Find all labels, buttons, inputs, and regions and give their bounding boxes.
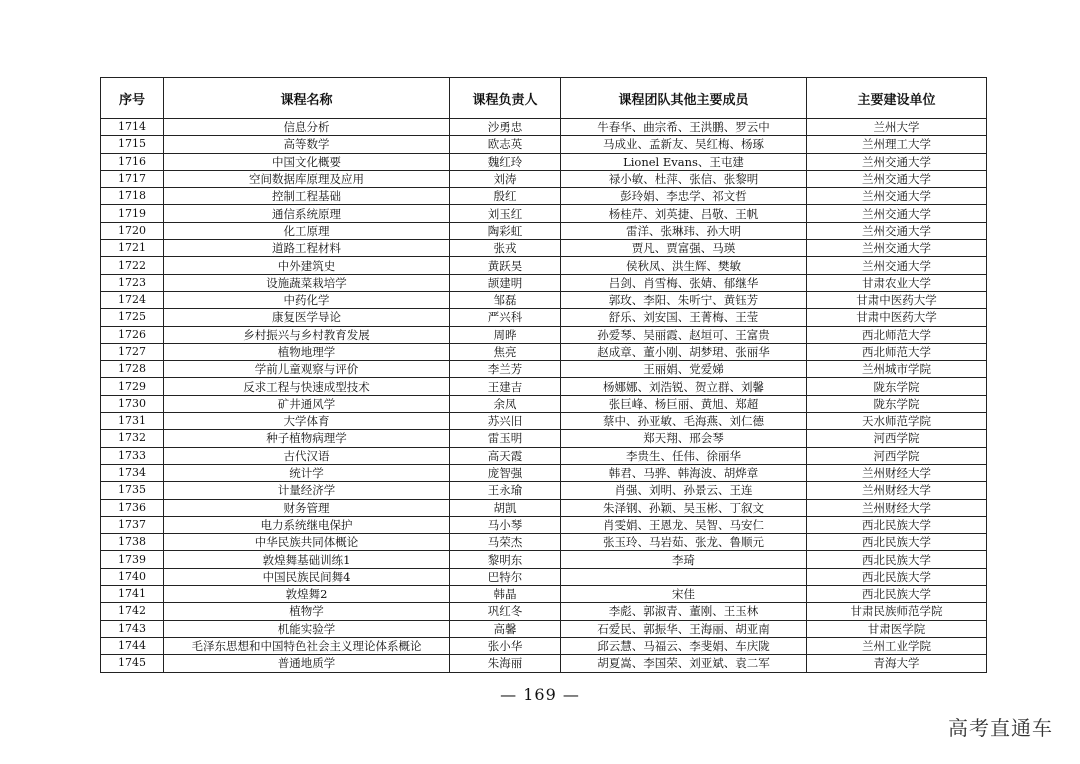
cell-lead: 巩红冬 <box>450 603 561 620</box>
table-row <box>101 119 987 136</box>
cell-index: 1722 <box>101 257 164 274</box>
cell-institution: 西北师范大学 <box>807 343 987 360</box>
cell-lead: 陶彩虹 <box>450 222 561 239</box>
cell-team-members: 胡夏嵩、李国荣、刘亚斌、袁二军 <box>561 655 807 672</box>
cell-course-name: 信息分析 <box>164 119 450 136</box>
cell-index: 1735 <box>101 482 164 499</box>
cell-index: 1738 <box>101 534 164 551</box>
cell-institution: 甘肃中医药大学 <box>807 291 987 308</box>
table-header-row <box>101 78 987 119</box>
cell-institution: 兰州财经大学 <box>807 482 987 499</box>
cell-team-members: 李贵生、任伟、徐丽华 <box>561 447 807 464</box>
header-course-name: 课程名称 <box>164 78 450 119</box>
cell-team-members: 马成业、孟新友、吴红梅、杨琢 <box>561 136 807 153</box>
cell-lead: 焦亮 <box>450 343 561 360</box>
cell-team-members: 侯秋凤、洪生辉、樊敏 <box>561 257 807 274</box>
cell-index: 1742 <box>101 603 164 620</box>
cell-institution: 兰州交通大学 <box>807 257 987 274</box>
cell-team-members: 宋佳 <box>561 586 807 603</box>
cell-team-members: 张玉玲、马岩茹、张龙、鲁顺元 <box>561 534 807 551</box>
cell-team-members: 韩君、马骅、韩海波、胡烨章 <box>561 464 807 481</box>
cell-team-members: 杨桂芹、刘英捷、吕敬、王帆 <box>561 205 807 222</box>
cell-index: 1716 <box>101 153 164 170</box>
cell-index: 1720 <box>101 222 164 239</box>
header-institution: 主要建设单位 <box>807 78 987 119</box>
cell-index: 1745 <box>101 655 164 672</box>
cell-lead: 韩晶 <box>450 586 561 603</box>
cell-team-members: 肖强、刘明、孙景云、王连 <box>561 482 807 499</box>
cell-team-members: 牛春华、曲宗希、王洪鹏、罗云中 <box>561 119 807 136</box>
cell-index: 1719 <box>101 205 164 222</box>
cell-team-members: 王丽娟、党爱娣 <box>561 361 807 378</box>
cell-institution: 天水师范学院 <box>807 413 987 430</box>
cell-index: 1724 <box>101 291 164 308</box>
cell-lead: 沙勇忠 <box>450 119 561 136</box>
cell-course-name: 中国文化概要 <box>164 153 450 170</box>
table-row <box>101 603 987 620</box>
cell-team-members: 邱云慧、马福云、李斐娟、车庆陇 <box>561 637 807 654</box>
cell-course-name: 普通地质学 <box>164 655 450 672</box>
cell-index: 1723 <box>101 274 164 291</box>
cell-institution: 西北民族大学 <box>807 568 987 585</box>
cell-lead: 欧志英 <box>450 136 561 153</box>
cell-index: 1717 <box>101 170 164 187</box>
cell-lead: 高天霞 <box>450 447 561 464</box>
cell-lead: 刘玉红 <box>450 205 561 222</box>
cell-course-name: 反求工程与快速成型技术 <box>164 378 450 395</box>
cell-course-name: 植物学 <box>164 603 450 620</box>
cell-lead: 朱海丽 <box>450 655 561 672</box>
cell-lead: 黎明东 <box>450 551 561 568</box>
cell-index: 1737 <box>101 516 164 533</box>
cell-institution: 甘肃医学院 <box>807 620 987 637</box>
course-table <box>100 77 987 673</box>
cell-lead: 魏红玲 <box>450 153 561 170</box>
cell-team-members: 石爱民、郭振华、王海丽、胡亚南 <box>561 620 807 637</box>
cell-team-members: 郭玫、李阳、朱听宁、黄钰芳 <box>561 291 807 308</box>
cell-course-name: 康复医学导论 <box>164 309 450 326</box>
table-row <box>101 620 987 637</box>
table-row <box>101 534 987 551</box>
table-row <box>101 516 987 533</box>
cell-course-name: 中药化学 <box>164 291 450 308</box>
cell-course-name: 机能实验学 <box>164 620 450 637</box>
cell-team-members: 孙爱琴、吴丽霞、赵垣可、王富贵 <box>561 326 807 343</box>
header-team-members: 课程团队其他主要成员 <box>561 78 807 119</box>
cell-institution: 西北民族大学 <box>807 586 987 603</box>
header-index: 序号 <box>101 78 164 119</box>
cell-course-name: 空间数据库原理及应用 <box>164 170 450 187</box>
cell-team-members: 彭玲娟、李忠学、祁文哲 <box>561 188 807 205</box>
cell-institution: 兰州工业学院 <box>807 637 987 654</box>
cell-institution: 兰州财经大学 <box>807 464 987 481</box>
table-row <box>101 257 987 274</box>
cell-course-name: 敦煌舞基础训练1 <box>164 551 450 568</box>
cell-lead: 王永瑜 <box>450 482 561 499</box>
cell-course-name: 高等数学 <box>164 136 450 153</box>
cell-course-name: 中国民族民间舞4 <box>164 568 450 585</box>
cell-course-name: 计量经济学 <box>164 482 450 499</box>
cell-index: 1714 <box>101 119 164 136</box>
cell-index: 1739 <box>101 551 164 568</box>
cell-team-members: 吕剑、肖雪梅、张婧、郁继华 <box>561 274 807 291</box>
table-row <box>101 637 987 654</box>
cell-lead: 张戎 <box>450 240 561 257</box>
cell-team-members: 李琦 <box>561 551 807 568</box>
cell-index: 1727 <box>101 343 164 360</box>
cell-index: 1721 <box>101 240 164 257</box>
cell-index: 1734 <box>101 464 164 481</box>
cell-institution: 兰州城市学院 <box>807 361 987 378</box>
cell-team-members <box>561 568 807 585</box>
cell-index: 1726 <box>101 326 164 343</box>
cell-institution: 兰州交通大学 <box>807 188 987 205</box>
cell-institution: 兰州交通大学 <box>807 170 987 187</box>
cell-lead: 苏兴旧 <box>450 413 561 430</box>
cell-lead: 严兴科 <box>450 309 561 326</box>
cell-course-name: 中华民族共同体概论 <box>164 534 450 551</box>
cell-index: 1744 <box>101 637 164 654</box>
table-row <box>101 568 987 585</box>
cell-institution: 青海大学 <box>807 655 987 672</box>
cell-index: 1730 <box>101 395 164 412</box>
cell-institution: 兰州财经大学 <box>807 499 987 516</box>
cell-index: 1715 <box>101 136 164 153</box>
cell-team-members: 张巨峰、杨巨丽、黄旭、郑超 <box>561 395 807 412</box>
table-row <box>101 291 987 308</box>
table-row <box>101 447 987 464</box>
cell-lead: 张小华 <box>450 637 561 654</box>
cell-team-members: 李彪、郭淑青、董刚、王玉林 <box>561 603 807 620</box>
table-row <box>101 170 987 187</box>
cell-institution: 甘肃农业大学 <box>807 274 987 291</box>
cell-lead: 殷红 <box>450 188 561 205</box>
cell-institution: 兰州交通大学 <box>807 222 987 239</box>
table-row <box>101 482 987 499</box>
cell-team-members: 肖雯娟、王恩龙、吴智、马安仁 <box>561 516 807 533</box>
cell-institution: 陇东学院 <box>807 395 987 412</box>
cell-course-name: 控制工程基础 <box>164 188 450 205</box>
cell-course-name: 乡村振兴与乡村教育发展 <box>164 326 450 343</box>
cell-lead: 刘涛 <box>450 170 561 187</box>
cell-course-name: 植物地理学 <box>164 343 450 360</box>
header-lead: 课程负责人 <box>450 78 561 119</box>
cell-index: 1725 <box>101 309 164 326</box>
cell-lead: 颉建明 <box>450 274 561 291</box>
cell-team-members: 舒乐、刘安国、王菁梅、王莹 <box>561 309 807 326</box>
table-row <box>101 464 987 481</box>
cell-index: 1729 <box>101 378 164 395</box>
cell-index: 1733 <box>101 447 164 464</box>
cell-course-name: 设施蔬菜栽培学 <box>164 274 450 291</box>
cell-institution: 兰州交通大学 <box>807 240 987 257</box>
cell-course-name: 化工原理 <box>164 222 450 239</box>
cell-index: 1728 <box>101 361 164 378</box>
cell-institution: 河西学院 <box>807 430 987 447</box>
cell-institution: 西北民族大学 <box>807 534 987 551</box>
cell-index: 1718 <box>101 188 164 205</box>
cell-course-name: 电力系统继电保护 <box>164 516 450 533</box>
cell-institution: 兰州理工大学 <box>807 136 987 153</box>
table-row <box>101 430 987 447</box>
cell-index: 1732 <box>101 430 164 447</box>
table-row <box>101 586 987 603</box>
table-row <box>101 655 987 672</box>
cell-index: 1731 <box>101 413 164 430</box>
table-row <box>101 205 987 222</box>
cell-team-members: 郑天翔、邢会琴 <box>561 430 807 447</box>
table-row <box>101 309 987 326</box>
table-row <box>101 274 987 291</box>
cell-team-members: 朱泽钢、孙颖、吴玉彬、丁叙文 <box>561 499 807 516</box>
cell-team-members: 雷洋、张琳玮、孙大明 <box>561 222 807 239</box>
cell-institution: 兰州大学 <box>807 119 987 136</box>
cell-lead: 周晔 <box>450 326 561 343</box>
cell-lead: 胡凯 <box>450 499 561 516</box>
cell-team-members: 赵成章、董小刚、胡梦珺、张丽华 <box>561 343 807 360</box>
cell-institution: 陇东学院 <box>807 378 987 395</box>
table-row <box>101 395 987 412</box>
cell-team-members: 禄小敏、杜萍、张信、张黎明 <box>561 170 807 187</box>
table-body <box>101 119 987 673</box>
cell-lead: 庞智强 <box>450 464 561 481</box>
cell-course-name: 通信系统原理 <box>164 205 450 222</box>
cell-course-name: 学前儿童观察与评价 <box>164 361 450 378</box>
table-row <box>101 188 987 205</box>
cell-index: 1743 <box>101 620 164 637</box>
cell-course-name: 财务管理 <box>164 499 450 516</box>
table-row <box>101 240 987 257</box>
cell-course-name: 种子植物病理学 <box>164 430 450 447</box>
cell-lead: 巴特尔 <box>450 568 561 585</box>
cell-lead: 黄跃昊 <box>450 257 561 274</box>
cell-course-name: 矿井通风学 <box>164 395 450 412</box>
cell-institution: 河西学院 <box>807 447 987 464</box>
cell-index: 1740 <box>101 568 164 585</box>
cell-team-members: Lionel Evans、王屯建 <box>561 153 807 170</box>
table-row <box>101 551 987 568</box>
cell-team-members: 杨娜娜、刘浩锐、贺立群、刘馨 <box>561 378 807 395</box>
table-row <box>101 378 987 395</box>
cell-institution: 西北民族大学 <box>807 551 987 568</box>
table-row <box>101 136 987 153</box>
cell-lead: 马小琴 <box>450 516 561 533</box>
table-row <box>101 413 987 430</box>
cell-institution: 甘肃中医药大学 <box>807 309 987 326</box>
table-row <box>101 343 987 360</box>
page-number: — 169 — <box>500 685 580 704</box>
cell-index: 1741 <box>101 586 164 603</box>
table-row <box>101 499 987 516</box>
cell-institution: 兰州交通大学 <box>807 205 987 222</box>
course-table-container <box>100 77 986 673</box>
table-row <box>101 326 987 343</box>
cell-institution: 西北师范大学 <box>807 326 987 343</box>
cell-institution: 甘肃民族师范学院 <box>807 603 987 620</box>
cell-lead: 王建吉 <box>450 378 561 395</box>
table-row <box>101 222 987 239</box>
cell-lead: 高馨 <box>450 620 561 637</box>
cell-lead: 余凤 <box>450 395 561 412</box>
cell-course-name: 中外建筑史 <box>164 257 450 274</box>
cell-lead: 马荣杰 <box>450 534 561 551</box>
cell-course-name: 道路工程材料 <box>164 240 450 257</box>
cell-institution: 西北民族大学 <box>807 516 987 533</box>
cell-team-members: 蔡中、孙亚敏、毛海燕、刘仁德 <box>561 413 807 430</box>
watermark-text: 高考直通车 <box>948 716 1053 740</box>
cell-course-name: 毛泽东思想和中国特色社会主义理论体系概论 <box>164 637 450 654</box>
cell-course-name: 统计学 <box>164 464 450 481</box>
table-row <box>101 153 987 170</box>
table-row <box>101 361 987 378</box>
cell-institution: 兰州交通大学 <box>807 153 987 170</box>
cell-lead: 雷玉明 <box>450 430 561 447</box>
cell-lead: 邹磊 <box>450 291 561 308</box>
cell-lead: 李兰芳 <box>450 361 561 378</box>
cell-course-name: 敦煌舞2 <box>164 586 450 603</box>
cell-index: 1736 <box>101 499 164 516</box>
cell-team-members: 贾凡、贾富强、马瑛 <box>561 240 807 257</box>
cell-course-name: 古代汉语 <box>164 447 450 464</box>
cell-course-name: 大学体育 <box>164 413 450 430</box>
